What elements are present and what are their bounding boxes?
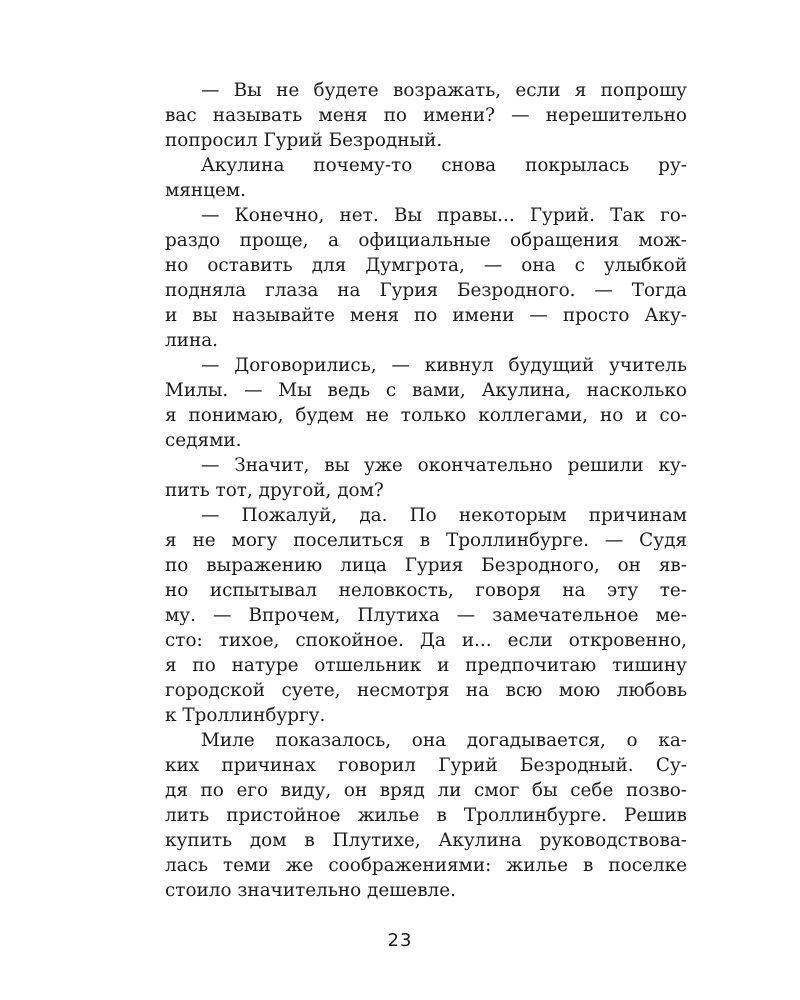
text-line: лина.	[165, 330, 219, 351]
text-line: я не могу поселиться в Троллинбурге. — Судя	[165, 530, 687, 551]
text-line: — Конечно, нет. Вы правы... Гурий. Так го-	[201, 205, 687, 226]
text-line: попросил Гурий Безродный.	[165, 130, 443, 151]
text-line: — Договорились, — кивнул будущий учитель	[201, 355, 687, 376]
text-line: я понимаю, будем не только коллегами, но и со-	[165, 405, 687, 426]
text-line: стоило значительно дешевле.	[165, 880, 456, 901]
text-line: я по натуре отшельник и предпочитаю тишину	[165, 655, 687, 676]
text-line: по выражению лица Гурия Безродного, он яв-	[165, 555, 687, 576]
text-line: лить пристойное жилье в Троллинбурге. Решив	[165, 805, 687, 826]
text-line: седями.	[165, 430, 242, 451]
text-line: дя по его виду, он вряд ли смог бы себе позво-	[165, 780, 687, 801]
text-line: к Троллинбургу.	[165, 705, 326, 726]
body-text	[165, 78, 687, 903]
text-line: сто: тихое, спокойное. Да и... если откровенно,	[165, 630, 687, 651]
text-line: — Пожалуй, да. По некоторым причинам	[201, 505, 687, 526]
text-line: и вы называйте меня по имени — просто Аку-	[165, 305, 687, 326]
text-line: Милы. — Мы ведь с вами, Акулина, насколько	[165, 380, 687, 401]
text-line: му. — Впрочем, Плутиха — замечательное ме-	[165, 605, 687, 626]
page-number: 23	[387, 930, 413, 951]
text-line: Акулина почему-то снова покрылась ру-	[201, 155, 687, 176]
text-line: но испытывал неловкость, говоря на эту те-	[165, 580, 687, 601]
text-line: — Значит, вы уже окончательно решили ку-	[201, 455, 687, 476]
text-line: Миле показалось, она догадывается, о ка-	[201, 730, 687, 751]
text-line: мянцем.	[165, 180, 247, 201]
text-line: купить дом в Плутихе, Акулина руководствова-	[165, 830, 687, 851]
text-line: вас называть меня по имени? — нерешительно	[165, 105, 687, 126]
text-line: лась теми же соображениями: жилье в поселке	[165, 855, 687, 876]
text-line: подняла глаза на Гурия Безродного. — Тогда	[165, 280, 687, 301]
text-line: городской суете, несмотря на всю мою любовь	[165, 680, 687, 701]
text-line: но оставить для Думгрота, — она с улыбкой	[165, 255, 687, 276]
text-line: — Вы не будете возражать, если я попрошу	[201, 80, 687, 101]
text-line: пить тот, другой, дом?	[165, 480, 384, 501]
text-line: ких причинах говорил Гурий Безродный. Су-	[165, 755, 687, 776]
text-line: раздо проще, а официальные обращения мож-	[165, 230, 687, 251]
